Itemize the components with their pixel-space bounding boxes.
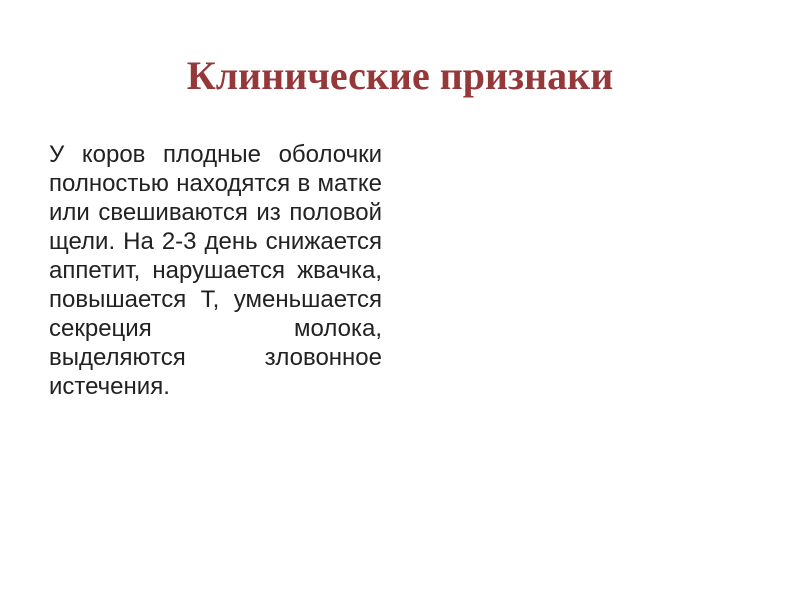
slide-body-text: У коров плодные оболочки полностью находятся в матке или свешиваются из половой щели. На 2-3 день снижается аппетит, нарушается жвачка, повышается Т, уменьшается секреция молока, выделяются зловонное истечения. bbox=[49, 141, 382, 400]
slide-title: Клинические признаки bbox=[186, 53, 614, 98]
